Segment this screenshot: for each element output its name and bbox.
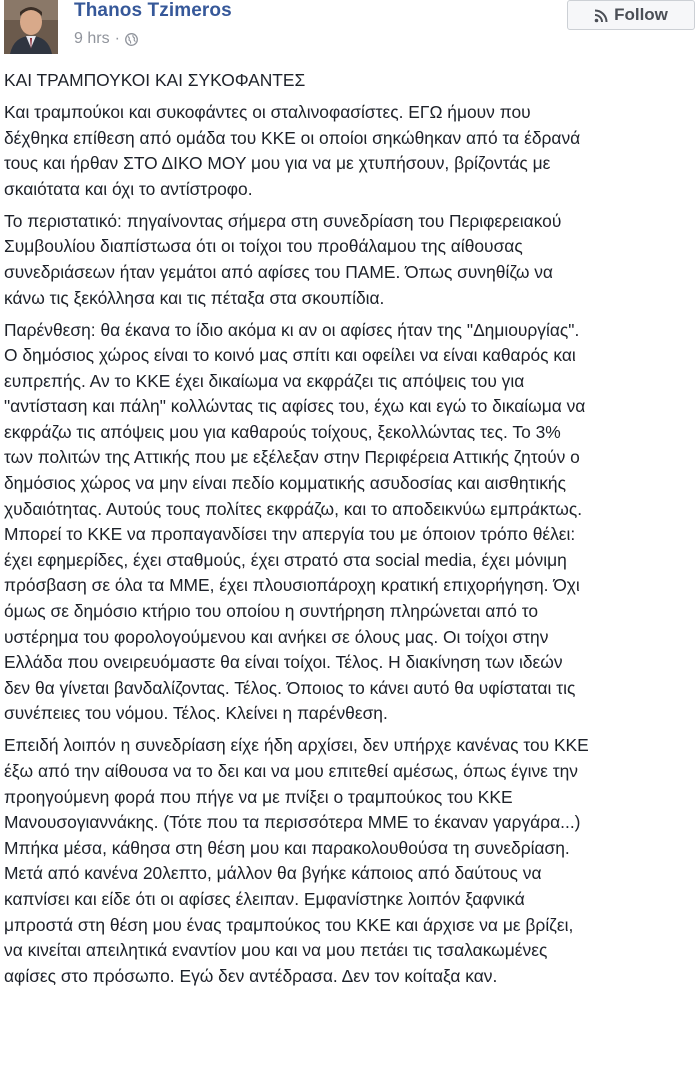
post-paragraph [4,209,698,311]
post-line: Μπορεί το ΚΚΕ να προπαγανδίσει την απεργία του με όποιον τρόπο θέλει: [4,524,576,545]
post-line: όμως σε δημόσιο κτήριο του οποίου η συντήρηση πληρώνεται από το [4,601,539,622]
post-paragraph [4,100,698,202]
post-meta [74,30,138,48]
post-paragraph [4,318,698,728]
post-line: Παρένθεση: θα έκανα το ίδιο ακόμα κι αν οι αφίσες ήταν της "Δημιουργίας". [4,319,580,340]
follow-button[interactable] [567,0,695,30]
post-line: συνέπειες του νόμου. Τέλος. Κλείνει η παρένθεση. [4,703,388,724]
post-line: των πολιτών της Αττικής που με εξέλεξαν στην Περιφέρεια Αττικής ζητούν ο [4,447,580,468]
post-line: δεν θα γίνεται βανδαλίζοντας. Τέλος. Όποιος το κάνει αυτό θα υφίσταται τις [4,677,576,698]
post-timestamp[interactable]: 9 hrs [74,30,110,47]
post-line: Συμβουλίου διαπίστωσα ότι οι τοίχοι του προθάλαμου της αίθουσας [4,236,523,257]
post-line: να κινείται απειλητικά εναντίον μου και να μου πετάει τις τσαλακωμένες [4,940,548,961]
author-name[interactable]: Thanos Tzimeros [74,0,232,21]
rss-icon [594,8,608,22]
post-paragraph-title [4,68,698,94]
post-line: Και τραμπούκοι και συκοφάντες οι σταλινοφασίστες. ΕΓΩ ήμουν που [4,101,531,122]
post-line: μπροστά στη θέση μου ένας τραμπούκος του ΚΚΕ και άρχισε να με βρίζει, [4,914,574,935]
post-line: κάνω τις ξεκόλλησα και τις πέταξα στα σκουπίδια. [4,287,385,308]
post-line: τους και ήρθαν ΣΤΟ ΔΙΚΟ ΜΟΥ μου για να με χτυπήσουν, βρίζοντάς με [4,153,551,174]
post-body [4,68,698,996]
post-line: δημόσιος χώρος να μην είναι πεδίο κομματικής ασυδοσίας και αισθητικής [4,473,566,494]
post-line: Μετά από κανένα 20λεπτο, μάλλον θα βγήκε κάποιος από δαύτους να [4,863,542,884]
post-line: ευπρεπής. Αν το ΚΚΕ έχει δικαίωμα να εκφράζει τις απόψεις του για [4,370,525,391]
post-paragraph [4,733,698,989]
post-line: χυδαιότητας. Αυτούς τους πολίτες εκφράζω, και το αποδεικνύω εμπράκτως. [4,498,583,519]
post-line: Ελλάδα που ονειρευόμαστε θα είναι τοίχοι. Τέλος. Η διακίνηση των ιδεών [4,652,563,673]
post-line: εκφράζω τις απόψεις μου για καθαρούς τοίχους, ξεκολλώντας τες. Το 3% [4,421,561,442]
post-header [0,0,700,62]
post-line: Μπήκα μέσα, κάθησα στη θέση μου και παρακολουθούσα τη συνεδρίαση. [4,837,570,858]
post-line: ΚΑΙ ΤΡΑΜΠΟΥΚΟΙ ΚΑΙ ΣΥΚΟΦΑΝΤΕΣ [4,70,306,90]
post-line: Επειδή λοιπόν η συνεδρίαση είχε ήδη αρχίσει, δεν υπήρχε κανένας του ΚΚΕ [4,735,589,756]
post-line: Ο δημόσιος χώρος είναι το κοινό μας σπίτι και οφείλει να είναι καθαρός και [4,345,576,366]
post-line: πρόσβαση σε όλα τα ΜΜΕ, έχει πλουσιοπάροχη κρατική επιχορήγηση. Όχι [4,575,580,596]
globe-icon[interactable] [125,33,138,46]
post-line: υστέρημα του φορολογούμενου και ανήκει σε όλους μας. Οι τοίχοι στην [4,626,549,647]
post-line: σκαιότατα και όχι το αντίστροφο. [4,178,253,199]
post-line: αφίσες στο πρόσωπο. Εγώ δεν αντέδρασα. Δεν τον κοίταξα καν. [4,965,498,986]
post-line: Το περιστατικό: πηγαίνοντας σήμερα στη συνεδρίαση του Περιφερειακού [4,210,562,231]
post-line: "αντίσταση και πάλη" κολλώντας τις αφίσες του, έχω και εγώ το δικαίωμα να [4,396,586,417]
post-line: Μανουσογιαννάκης. (Τότε που τα περισσότερα ΜΜΕ το έκαναν γαργάρα...) [4,812,581,833]
follow-label: Follow [614,5,668,24]
post-line: δέχθηκα επίθεση από ομάδα του ΚΚΕ οι οποίοι σηκώθηκαν από τα έδρανά [4,127,581,148]
author-avatar[interactable] [4,0,58,54]
meta-separator: · [114,30,120,47]
avatar-photo [4,0,58,54]
post-line: έχει εφημερίδες, έχει σταθμούς, έχει στρατό στα social media, έχει μόνιμη [4,549,567,570]
post-line: καπνίσει και είδε ότι οι αφίσες έλειπαν. Εμφανίστηκε λοιπόν ξαφνικά [4,888,525,909]
post-line: έξω από την αίθουσα να το δει και να μου επιτεθεί αμέσως, όπως έγινε την [4,761,578,781]
post-line: προηγούμενη φορά που πήγε να με πνίξει ο τραμπούκος του ΚΚΕ [4,786,513,807]
post-line: συνεδριάσεων ήταν γεμάτοι από αφίσες του ΠΑΜΕ. Όπως συνηθίζω να [4,261,553,282]
